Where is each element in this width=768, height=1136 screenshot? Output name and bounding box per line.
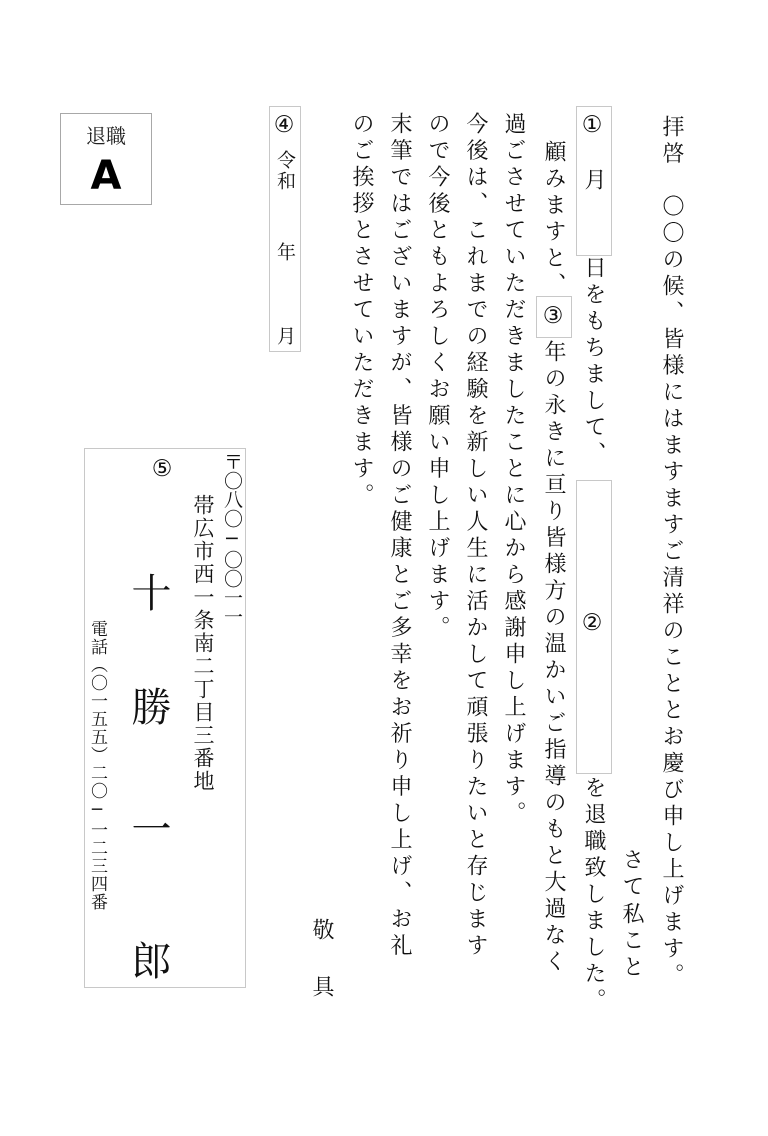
date-fill-box[interactable] (269, 106, 301, 352)
category-badge (60, 113, 152, 205)
date-year-label: 年 (274, 242, 296, 261)
month-label: 月 (581, 168, 606, 195)
fill-marker-2: ② (579, 610, 605, 641)
badge-letter: A (90, 153, 122, 199)
fill-marker-5: ⑤ (149, 456, 175, 482)
fill-marker-1: ① (579, 112, 605, 143)
closing-column: のご挨拶とさせていただきます。 (349, 112, 374, 510)
greeting-column: 拝啓 〇〇の候、皆様にはますますご清祥のこととお慶び申し上げます。 (659, 115, 684, 990)
self-phrase: 私こと (619, 902, 644, 982)
sender-name-2: 勝 (125, 686, 171, 726)
retire-date-text: 日をもちまして、 (581, 256, 606, 468)
wishes-column: 末筆ではございますが、皆様のご健康とご多幸をお祈り申し上げ、お礼 (387, 112, 412, 960)
sender-name-4: 郎 (125, 940, 171, 980)
sender-name-1: 十 (125, 572, 171, 612)
date-month-label: 月 (274, 326, 296, 345)
retire-text: を退職致しました。 (581, 776, 606, 1015)
future-column: 今後は、これまでの経験を新しい人生に活かして頑張りたいと存じます (463, 112, 488, 960)
sender-name-3: 一 (125, 808, 171, 848)
transition-phrase: さて (619, 848, 644, 901)
request-column: ので今後ともよろしくお願い申し上げます。 (425, 112, 450, 642)
postal-code: 〒〇八〇─〇〇一一 (221, 452, 243, 626)
sender-phone: 電話（〇一五五）二〇─一二三四番 (87, 620, 107, 911)
reflection-text-b: 年の永きに亘り皆様方の温かいご指導のもと大過なく (541, 340, 566, 976)
reflection-text-a: 顧みますと、 (541, 140, 566, 299)
sender-address: 帯広市西一条南二丁目三番地 (191, 494, 215, 793)
fill-marker-3: ③ (540, 303, 566, 334)
badge-label: 退職 (86, 124, 126, 148)
fill-marker-4: ④ (271, 112, 297, 138)
keigu-1: 敬 (309, 918, 334, 945)
era-label: 令和 (274, 150, 296, 192)
gratitude-column: 過ごさせていただきましたことに心から感謝申し上げます。 (501, 112, 526, 828)
keigu-2: 具 (309, 975, 334, 1002)
